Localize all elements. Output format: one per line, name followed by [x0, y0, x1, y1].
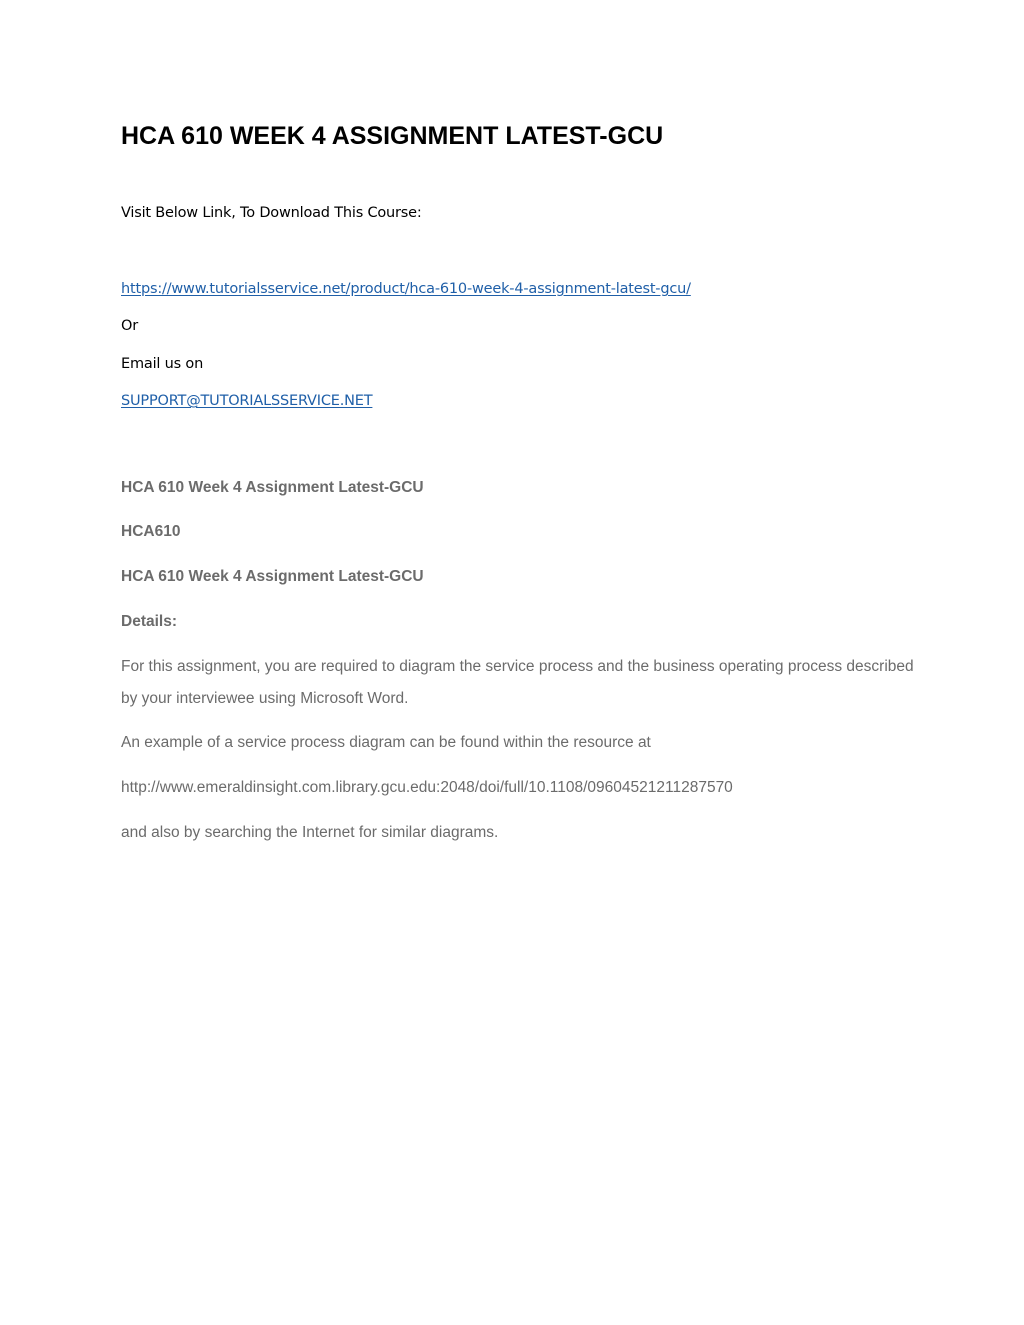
- course-code: HCA610: [121, 523, 181, 540]
- or-text: Or: [121, 318, 138, 334]
- resource-url: http://www.emeraldinsight.com.library.gcu.edu:2048/doi/full/10.1108/09604521211287570: [121, 779, 733, 796]
- details-label: Details:: [121, 613, 177, 630]
- section-heading-1: HCA 610 Week 4 Assignment Latest-GCU: [121, 479, 424, 496]
- course-link[interactable]: https://www.tutorialsservice.net/product/hca-610-week-4-assignment-latest-gcu/: [121, 281, 691, 297]
- paragraph-2: An example of a service process diagram can be found within the resource at: [121, 734, 651, 751]
- paragraph-1: For this assignment, you are required to diagram the service process and the business operating process described by your interviewee using Microsoft Word.: [121, 658, 914, 707]
- visit-text: Visit Below Link, To Download This Course:: [121, 205, 422, 221]
- document-title: HCA 610 WEEK 4 ASSIGNMENT LATEST-GCU: [121, 122, 664, 150]
- email-text: Email us on: [121, 356, 204, 372]
- email-link[interactable]: SUPPORT@TUTORIALSSERVICE.NET: [121, 393, 373, 409]
- section-heading-2: HCA 610 Week 4 Assignment Latest-GCU: [121, 568, 424, 585]
- paragraph-3: and also by searching the Internet for similar diagrams.: [121, 824, 499, 841]
